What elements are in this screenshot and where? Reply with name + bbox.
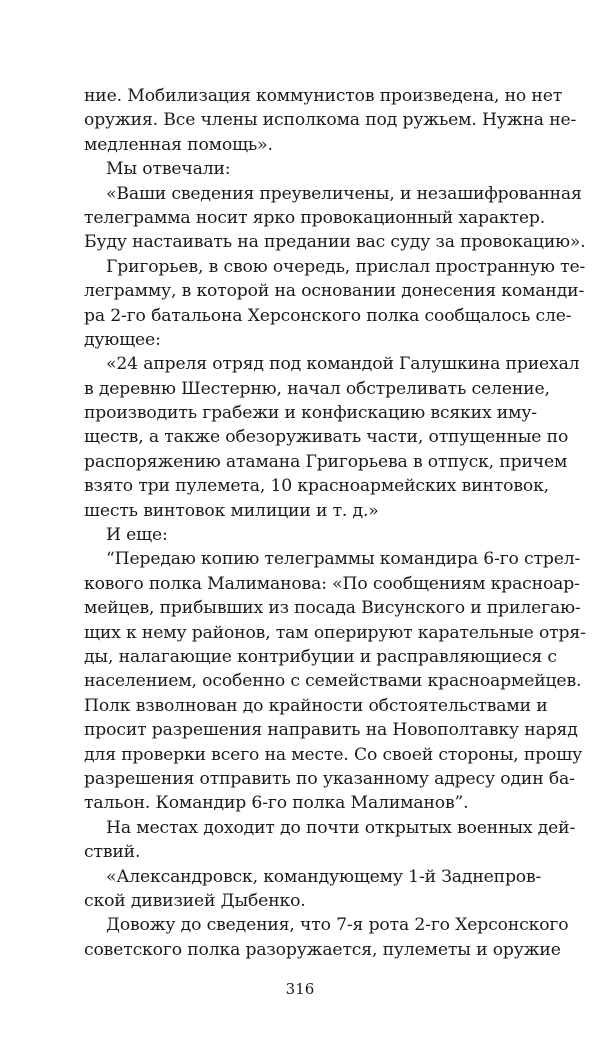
text-line: тальон. Командир 6-го полка Малиманов”. bbox=[84, 793, 469, 814]
text-line: в деревню Шестерню, начал обстреливать селение, bbox=[84, 378, 550, 399]
page-number: 316 bbox=[285, 980, 315, 998]
text-line: ской дивизией Дыбенко. bbox=[84, 890, 306, 911]
text-line: Григорьев, в свою очередь, прислал пространную те- bbox=[106, 256, 586, 277]
text-line: щих к нему районов, там оперируют карательные отря- bbox=[84, 622, 586, 643]
text-line: оружия. Все члены исполкома под ружьем. Нужна не- bbox=[84, 110, 577, 131]
text-line: «Александровск, командующему 1-й Заднепров- bbox=[106, 866, 542, 887]
text-line: Полк взволнован до крайности обстоятельствами и bbox=[84, 695, 548, 716]
text-line: распоряжению атамана Григорьева в отпуск, причем bbox=[84, 451, 568, 472]
text-line: «Ваши сведения преувеличены, и незашифрованная bbox=[106, 183, 582, 204]
page-body bbox=[84, 84, 586, 962]
text-line: ществ, а также обезоруживать части, отпущенные по bbox=[84, 427, 569, 448]
text-line: медленная помощь». bbox=[84, 134, 273, 155]
text-line: ствий. bbox=[84, 842, 141, 863]
text-line: шесть винтовок милиции и т. д.» bbox=[84, 500, 379, 521]
text-line: телеграмма носит ярко провокационный характер. bbox=[84, 207, 546, 228]
text-line: мейцев, прибывших из посада Висунского и прилегаю- bbox=[84, 598, 581, 619]
text-line: На местах доходит до почти открытых военных дей- bbox=[106, 817, 576, 838]
text-line: ды, налагающие контрибуции и расправляющиеся с bbox=[84, 646, 557, 667]
text-line: И еще: bbox=[106, 525, 168, 546]
text-line: производить грабежи и конфискацию всяких иму- bbox=[84, 403, 537, 424]
text-line: Буду настаивать на предании вас суду за провокацию». bbox=[84, 232, 586, 253]
text-line: советского полка разоружается, пулеметы и оружие bbox=[84, 939, 561, 960]
text-line: для проверки всего на месте. Со своей стороны, прошу bbox=[84, 744, 583, 765]
text-line: разрешения отправить по указанному адресу один ба- bbox=[84, 768, 575, 789]
text-line: взято три пулемета, 10 красноармейских винтовок, bbox=[84, 476, 549, 497]
text-line: леграмму, в которой на основании донесения команди- bbox=[84, 281, 585, 302]
text-line: Мы отвечали: bbox=[106, 159, 231, 180]
text-line: ра 2-го батальона Херсонского полка сообщалось сле- bbox=[84, 305, 572, 326]
text-line: кового полка Малиманова: «По сообщениям красноар- bbox=[84, 573, 580, 594]
text-line: “Передаю копию телеграммы командира 6-го стрел- bbox=[106, 549, 581, 570]
text-line: населением, особенно с семействами красноармейцев. bbox=[84, 671, 582, 692]
text-line: дующее: bbox=[84, 329, 161, 350]
text-line: Довожу до сведения, что 7-я рота 2-го Херсонского bbox=[106, 915, 569, 936]
text-line: просит разрешения направить на Новополтавку наряд bbox=[84, 720, 578, 741]
text-line: «24 апреля отряд под командой Галушкина приехал bbox=[106, 354, 580, 375]
text-line: ние. Мобилизация коммунистов произведена, но нет bbox=[84, 86, 563, 106]
